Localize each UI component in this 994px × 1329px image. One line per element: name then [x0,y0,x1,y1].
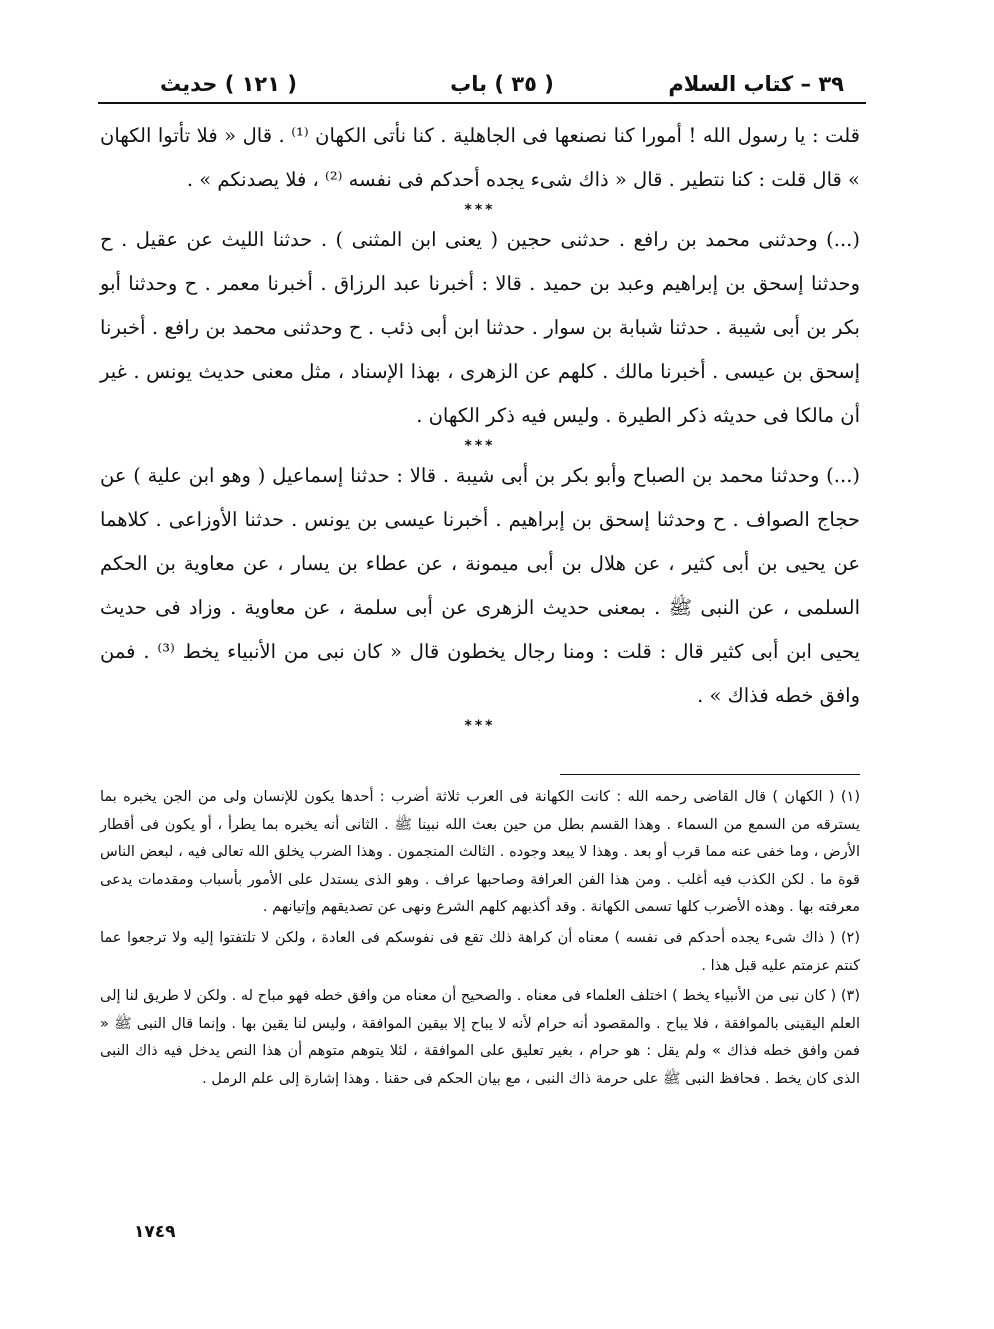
section-separator-1: *** [464,202,496,218]
footnote-1: (١) ( الكهان ) قال القاضى رحمه الله : كانت الكهانة فى العرب ثلاثة أضرب : أحدها يكون للإنسان ولى من الجن يخبره بما يسترقه من السمع من السماء . وهذا القسم بطل من حين بعث الله نبينا ﷺ . الثانى أنه يخبره بما يطرأ ، أو يكون فى أقطار الأرض ، وما خفى عنه مما قرب أو بعد . وهذا لا يبعد وجوده . الثالث المنجمون . وهذا الضرب يخلق الله تعالى فيه ، لبعض الناس قوة ما . لكن الكذب فيه أغلب . ومن هذا الفن العرافة وصاحبها عراف . وهو الذى يستدل على الأمور بأسباب ومقدمات يدعى معرفته بها . وهذه الأضرب كلها تسمى الكهانة . وقد أكذبهم كلهم الشرع ونهى عن تصديقهم وإتيانهم . [100,789,860,916]
footnotes [100,784,860,1097]
hadith-paragraph-1: قلت : يا رسول الله ! أمورا كنا نصنعها فى الجاهلية . كنا نأتى الكهان ⁽¹⁾ . قال « فلا تأتوا الكهان » قال قلت : كنا نتطير . قال « ذاك شىء يجده أحدكم فى نفسه ⁽²⁾ ، فلا يصدنكم » . [100,124,860,191]
chapter-title: ٣٩ – كتاب السلام [668,72,844,96]
footnote-2: (٢) ( ذاك شىء يجده أحدكم فى نفسه ) معناه أن كراهة ذلك تقع فى نفوسكم فى العادة ، ولكن لا تلتفتوا إليه ولا ترجعوا عما كنتم عزمتم عليه قبل هذا . [100,929,860,974]
running-header [160,66,844,106]
main-text [100,114,860,734]
hadith-number: ( ١٢١ ) حديث [160,72,297,96]
hadith-paragraph-3: (...) وحدثنا محمد بن الصباح وأبو بكر بن أبى شيبة . قالا : حدثنا إسماعيل ( وهو ابن علية ) عن حجاج الصواف . ح وحدثنا إسحق بن إبراهيم . أخبرنا عيسى بن يونس . حدثنا الأوزاعى . كلاهما عن يحيى بن أبى كثير ، عن هلال بن أبى ميمونة ، عن عطاء بن يسار ، عن معاوية بن الحكم السلمى ، عن النبى ﷺ . بمعنى حديث الزهرى عن أبى سلمة ، عن معاوية . وزاد فى حديث يحيى ابن أبى كثير قال : قلت : ومنا رجال يخطون قال « كان نبى من الأنبياء يخط ⁽³⁾ . فمن وافق خطه فذاك » . [100,464,860,707]
section-separator-2: *** [464,438,496,454]
hadith-paragraph-2: (...) وحدثنى محمد بن رافع . حدثنى حجين ( يعنى ابن المثنى ) . حدثنا الليث عن عقيل . ح وحدثنا إسحق بن إبراهيم وعبد بن حميد . قالا : أخبرنا عبد الرزاق . أخبرنا معمر . ح وحدثنا أبو بكر بن أبى شيبة . حدثنا شبابة بن سوار . حدثنا ابن أبى ذئب . ح وحدثنى محمد بن رافع . أخبرنا إسحق بن عيسى . أخبرنا مالك . كلهم عن الزهرى ، بهذا الإسناد ، مثل معنى حديث يونس . غير أن مالكا فى حديثه ذكر الطيرة . وليس فيه ذكر الكهان . [100,228,860,427]
bab-number: ( ٣٥ ) باب [450,72,554,96]
footnote-3: (٣) ( كان نبى من الأنبياء يخط ) اختلف العلماء فى معناه . والصحيح أن معناه من وافق خطه فهو مباح له . ولكن لا طريق لنا إلى العلم اليقينى بالموافقة ، فلا يباح . والمقصود أنه حرام لأنه لا يباح إلا بيقين الموافقة ، وليس لنا يقين بها . وإنما قال النبى ﷺ « فمن وافق خطه فذاك » ولم يقل : هو حرام ، بغير تعليق على الموافقة ، لئلا يتوهم متوهم أن هذا النص يدخل فيه ذاك النبى الذى كان يخط . فحافظ النبى ﷺ على حرمة ذاك النبى ، مع بيان الحكم فى حقنا . وهذا إشارة إلى علم الرمل . [100,988,860,1087]
footnote-rule [560,774,860,775]
section-separator-3: *** [464,718,496,734]
header-rule [98,102,866,104]
page-number: ١٧٤٩ [134,1222,176,1242]
